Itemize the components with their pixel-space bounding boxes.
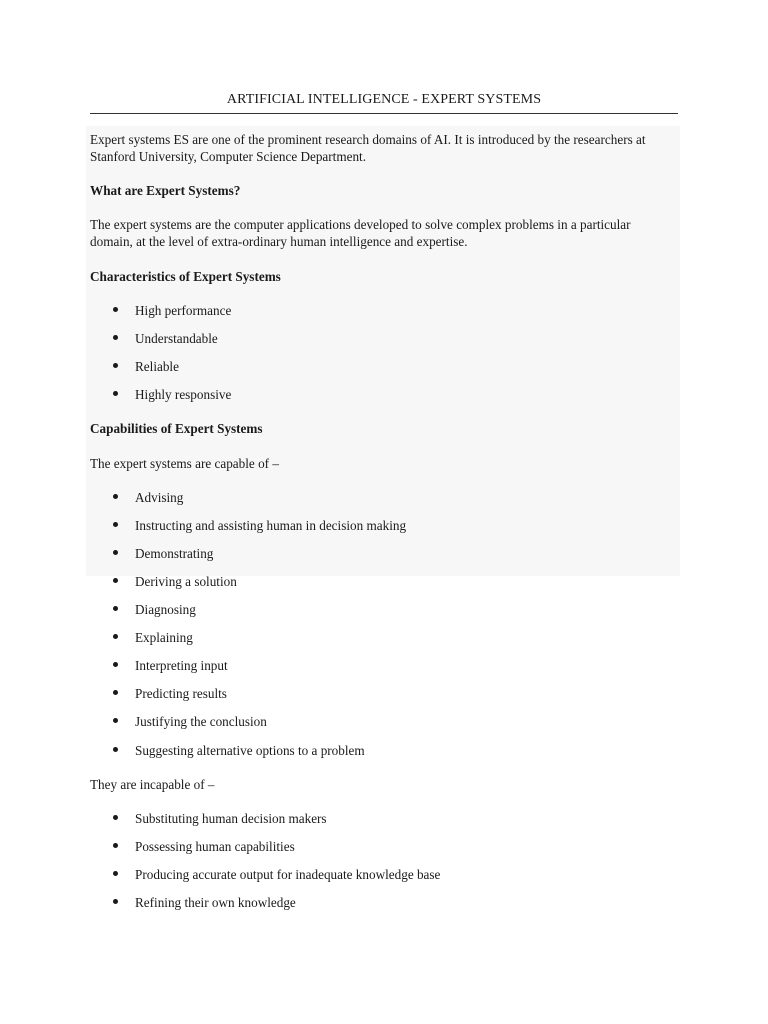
bullet-icon <box>113 550 118 555</box>
incapable-intro: They are incapable of – <box>90 777 215 792</box>
list-item: Understandable <box>0 330 600 348</box>
what-line-2: domain, at the level of extra-ordinary human intelligence and expertise. <box>90 234 468 249</box>
bullet-icon <box>113 718 118 723</box>
list-item: Diagnosing <box>0 601 600 619</box>
bullet-icon <box>113 335 118 340</box>
list-item: Deriving a solution <box>0 573 600 591</box>
list-item: Advising <box>0 489 600 507</box>
list-item: Instructing and assisting human in decision making <box>0 517 600 535</box>
bullet-icon <box>113 899 118 904</box>
bullet-icon <box>113 391 118 396</box>
bullet-icon <box>113 690 118 695</box>
list-item: Explaining <box>0 629 600 647</box>
capable-intro: The expert systems are capable of – <box>90 456 279 471</box>
bullet-icon <box>113 747 118 752</box>
bullet-icon <box>113 494 118 499</box>
list-item: Producing accurate output for inadequate knowledge base <box>0 866 600 884</box>
bullet-icon <box>113 843 118 848</box>
bullet-icon <box>113 606 118 611</box>
bullet-icon <box>113 578 118 583</box>
bullet-icon <box>113 522 118 527</box>
what-line-1: The expert systems are the computer applications developed to solve complex problems in a particular <box>90 217 631 232</box>
title-divider <box>90 113 678 114</box>
list-item: Predicting results <box>0 685 600 703</box>
list-item: High performance <box>0 302 600 320</box>
heading-characteristics: Characteristics of Expert Systems <box>90 269 281 284</box>
list-item: Possessing human capabilities <box>0 838 600 856</box>
heading-what-are-expert-systems: What are Expert Systems? <box>90 183 241 198</box>
bullet-icon <box>113 634 118 639</box>
document-title: ARTIFICIAL INTELLIGENCE - EXPERT SYSTEMS <box>226 92 542 107</box>
list-item: Reliable <box>0 358 600 376</box>
bullet-icon <box>113 871 118 876</box>
bullet-icon <box>113 662 118 667</box>
list-item: Demonstrating <box>0 545 600 563</box>
list-item: Refining their own knowledge <box>0 894 600 912</box>
list-item: Highly responsive <box>0 386 600 404</box>
list-item: Substituting human decision makers <box>0 810 600 828</box>
intro-line-2: Stanford University, Computer Science Department. <box>90 149 367 164</box>
bullet-icon <box>113 307 118 312</box>
heading-capabilities: Capabilities of Expert Systems <box>90 421 263 436</box>
list-item: Justifying the conclusion <box>0 713 600 731</box>
intro-line-1: Expert systems ES are one of the prominent research domains of AI. It is introduced by the researchers at <box>90 132 646 147</box>
bullet-icon <box>113 815 118 820</box>
list-item: Interpreting input <box>0 657 600 675</box>
bullet-icon <box>113 363 118 368</box>
list-item: Suggesting alternative options to a problem <box>0 742 600 760</box>
